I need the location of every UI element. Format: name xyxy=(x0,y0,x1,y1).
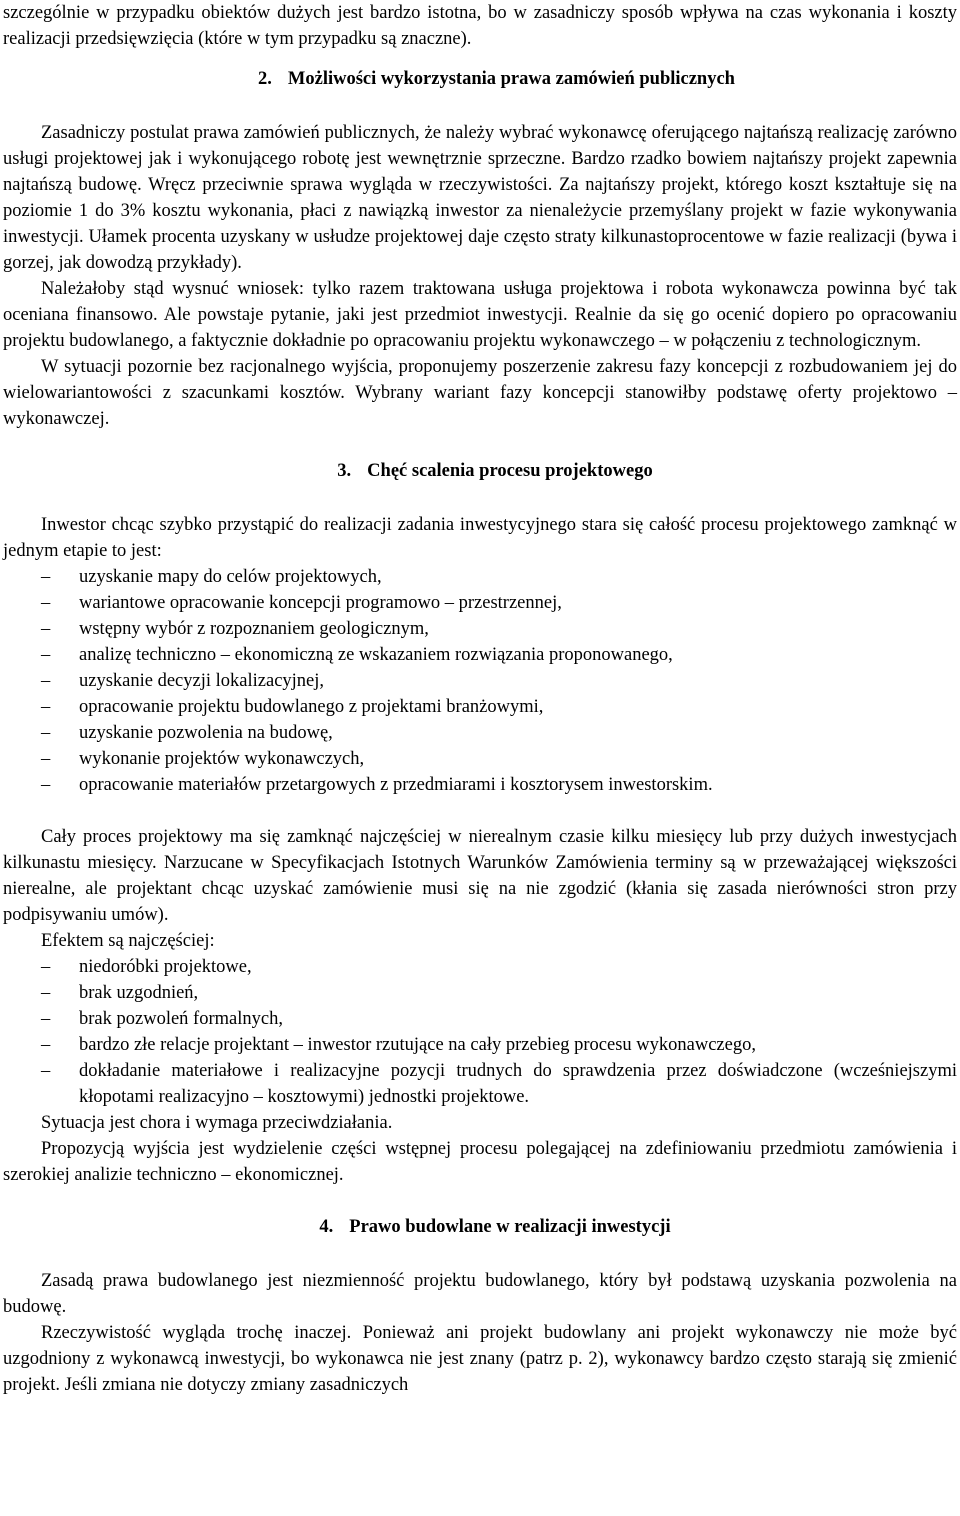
list-item-text: brak pozwoleń formalnych, xyxy=(79,1009,283,1029)
list-item xyxy=(3,694,957,720)
list-item-text: wykonanie projektów wykonawczych, xyxy=(79,749,365,769)
list-item xyxy=(3,564,957,590)
list-item-text: dokładanie materiałowe i realizacyjne pozycji trudnych do sprawdzenia przez doświadczone (wcześniejszymi kłopotami realizacyjno – kosztowymi) jednostki projektowe. xyxy=(79,1061,957,1107)
list-item-text: uzyskanie decyzji lokalizacyjnej, xyxy=(79,671,325,691)
dash-marker: – xyxy=(41,619,51,639)
list-item-text: uzyskanie mapy do celów projektowych, xyxy=(79,567,382,587)
dash-marker: – xyxy=(41,697,51,717)
section-3-number: 3. xyxy=(337,461,352,481)
spacer xyxy=(3,798,957,824)
effects-list xyxy=(3,954,957,1110)
dash-marker: – xyxy=(41,749,51,769)
list-item xyxy=(3,720,957,746)
list-item-text: wariantowe opracowanie koncepcji programowo – przestrzennej, xyxy=(79,593,562,613)
dash-marker: – xyxy=(41,1009,51,1029)
list-item-text: uzyskanie pozwolenia na budowę, xyxy=(79,723,333,743)
list-item-text: opracowanie projektu budowlanego z projektami branżowymi, xyxy=(79,697,544,717)
section-3-heading xyxy=(3,458,957,484)
section-3-paragraph-2: Cały proces projektowy ma się zamknąć najczęściej w nierealnym czasie kilku miesięcy lub przy dużych inwestycjach kilkunastu miesięcy. Narzucane w Specyfikacjach Istotnych Warunków Zamówienia terminy są w przeważającej większości nierealne, ale projektant chcąc uzyskać zamówienie musi się na nie zgodzić (kłania się zasada nierówności stron przy podpisywaniu umów). xyxy=(3,827,957,925)
section-4-title: Prawo budowlane w realizacji inwestycji xyxy=(349,1217,671,1237)
proposal-paragraph: Propozycją wyjścia jest wydzielenie części wstępnej procesu polegającej na zdefiniowaniu przedmiotu zamówienia i szerokiej analizie techniczno – ekonomicznej. xyxy=(3,1139,957,1185)
section-2-paragraph-3: W sytuacji pozornie bez racjonalnego wyjścia, proponujemy poszerzenie zakresu fazy koncepcji z rozbudowaniem jej do wielowariantowości z szacunkami kosztów. Wybrany wariant fazy koncepcji stanowiłby podstawę oferty projektowo – wykonawczej. xyxy=(3,357,957,429)
list-item-text: brak uzgodnień, xyxy=(79,983,199,1003)
section-2-title: Możliwości wykorzystania prawa zamówień publicznych xyxy=(287,69,735,89)
dash-marker: – xyxy=(41,983,51,1003)
list-item xyxy=(3,954,957,980)
section-2-number: 2. xyxy=(258,69,272,89)
document-page xyxy=(3,0,957,1398)
list-item xyxy=(3,616,957,642)
list-item xyxy=(3,1032,957,1058)
section-2-paragraph-2: Należałoby stąd wysnuć wniosek: tylko razem traktowana usługa projektowa i robota wykonawcza powinna być tak oceniana finansowo. Ale powstaje pytanie, jaki jest przedmiot inwestycji. Realnie da się go ocenić dopiero po opracowaniu projektu budowlanego, a faktycznie dokładnie po opracowaniu projektu wykonawczego – w połączeniu z technologicznym. xyxy=(3,279,957,351)
dash-marker: – xyxy=(41,671,51,691)
effects-intro: Efektem są najczęściej: xyxy=(41,931,215,951)
list-item-text: niedoróbki projektowe, xyxy=(79,957,252,977)
list-item-text: bardzo złe relacje projektant – inwestor rzutujące na cały przebieg procesu wykonawczego, xyxy=(79,1035,756,1055)
dash-marker: – xyxy=(41,723,51,743)
dash-marker: – xyxy=(41,957,51,977)
list-item-text: opracowanie materiałów przetargowych z przedmiarami i kosztorysem inwestorskim. xyxy=(79,775,713,795)
dash-marker: – xyxy=(41,645,51,665)
dash-marker: – xyxy=(41,1061,51,1081)
section-2-heading xyxy=(3,66,957,92)
list-item-text: wstępny wybór z rozpoznaniem geologicznym, xyxy=(79,619,429,639)
paragraph-continuation: szczególnie w przypadku obiektów dużych jest bardzo istotna, bo w zasadniczy sposób wpływa na czas wykonania i koszty realizacji przedsięwzięcia (które w tym przypadku są znaczne). xyxy=(3,3,957,49)
section-4-paragraph-2: Rzeczywistość wygląda trochę inaczej. Ponieważ ani projekt budowlany ani projekt wykonawczy nie może być uzgodniony z wykonawcą inwestycji, bo wykonawca nie jest znany (patrz p. 2), wykonawcy bardzo często starają się zmienić projekt. Jeśli zmiana nie dotyczy zmiany zasadniczych xyxy=(3,1323,957,1395)
list-item xyxy=(3,1006,957,1032)
list-item xyxy=(3,772,957,798)
section-4-heading xyxy=(3,1214,957,1240)
section-4-number: 4. xyxy=(319,1217,334,1237)
list-item xyxy=(3,980,957,1006)
list-item xyxy=(3,668,957,694)
dash-marker: – xyxy=(41,1035,51,1055)
list-item-text: analizę techniczno – ekonomiczną ze wskazaniem rozwiązania proponowanego, xyxy=(79,645,673,665)
situation-sentence: Sytuacja jest chora i wymaga przeciwdziałania. xyxy=(41,1113,393,1133)
section-3-title: Chęć scalenia procesu projektowego xyxy=(367,461,653,481)
dash-marker: – xyxy=(41,775,51,795)
dash-marker: – xyxy=(41,593,51,613)
list-item xyxy=(3,746,957,772)
section-2-paragraph-1: Zasadniczy postulat prawa zamówień publicznych, że należy wybrać wykonawcę oferującego najtańszą realizację zarówno usługi projektowej jak i wykonującego robotę jest wewnętrznie sprzeczne. Bardzo rzadko bowiem najtańszy projekt zapewnia najtańszą budowę. Wręcz przeciwnie sprawa wygląda w rzeczywistości. Za najtańszy projekt, którego koszt kształtuje się na poziomie 1 do 3% kosztu wykonania, płaci z nawiązką inwestor za nienależycie przemyślany projekt w fazie wykonywania inwestycji. Ułamek procenta uzyskany w usłudze projektowej daje często straty kilkunastoprocentowe w fazie realizacji (bywa i gorzej, jak dowodzą przykłady). xyxy=(3,123,957,273)
section-4-paragraph-1: Zasadą prawa budowlanego jest niezmienność projektu budowlanego, który był podstawą uzyskania pozwolenia na budowę. xyxy=(3,1271,957,1317)
list-item xyxy=(3,1058,957,1110)
dash-marker: – xyxy=(41,567,51,587)
section-3-intro: Inwestor chcąc szybko przystąpić do realizacji zadania inwestycyjnego stara się całość procesu projektowego zamknąć w jednym etapie to jest: xyxy=(3,515,957,561)
list-item xyxy=(3,590,957,616)
process-steps-list xyxy=(3,564,957,798)
list-item xyxy=(3,642,957,668)
